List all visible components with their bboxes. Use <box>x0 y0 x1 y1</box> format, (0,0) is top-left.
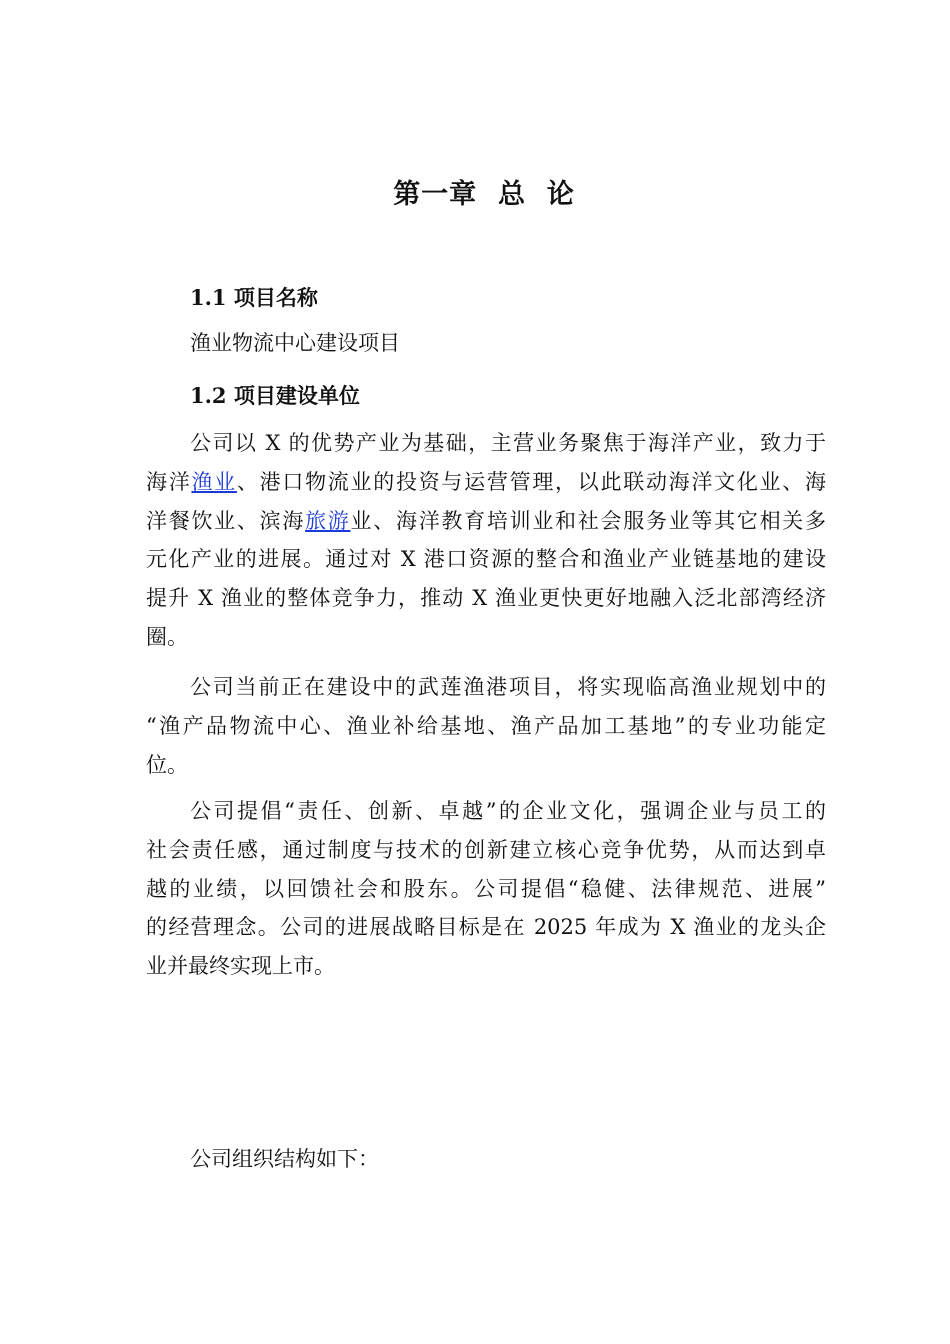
paragraph-line <box>146 463 826 502</box>
paragraph-line: 公司当前正在建设中的武莲渔港项目，将实现临高渔业规划中的 <box>190 675 826 699</box>
paragraph-line: 社会责任感，通过制度与技术的创新建立核心竞争优势，从而达到卓 <box>146 837 826 862</box>
link-fishery[interactable]: 渔业 <box>191 469 237 494</box>
section-heading-project-name: 1.1 项目名称 <box>190 285 318 310</box>
paragraph-line: 元化产业的进展。通过对 X 港口资源的整合和渔业产业链基地的建设 <box>146 547 826 572</box>
paragraph-line: 位。 <box>146 752 188 777</box>
paragraph-company-overview <box>146 424 826 657</box>
text-fragment: 业、海洋教育培训业和社会服务业等其它相关多 <box>350 508 827 533</box>
paragraph-line: “渔产品物流中心、渔业补给基地、渔产品加工基地”的专业功能定 <box>146 713 826 738</box>
text-fragment: 洋餐饮业、滨海 <box>146 508 306 533</box>
org-structure-intro <box>146 1140 826 1179</box>
org-structure-intro-line: 公司组织结构如下： <box>190 1147 379 1171</box>
paragraph-line: 业并最终实现上市。 <box>146 954 335 979</box>
project-name-line: 渔业物流中心建设项目 <box>190 331 400 355</box>
section-heading-project-unit: 1.2 项目建设单位 <box>190 383 360 408</box>
paragraph-line: 公司以 X 的优势产业为基础，主营业务聚焦于海洋产业，致力于 <box>190 431 826 455</box>
paragraph-line: 越的业绩，以回馈社会和股东。公司提倡“稳健、法律规范、进展” <box>146 876 826 901</box>
paragraph-line <box>146 502 826 541</box>
link-tourism[interactable]: 旅游 <box>305 508 351 533</box>
paragraph-line: 提升 X 渔业的整体竞争力，推动 X 渔业更快更好地融入泛北部湾经济 <box>146 586 826 611</box>
text-fragment: 、港口物流业的投资与运营管理，以此联动海洋文化业、海 <box>236 469 827 494</box>
project-name-text <box>146 324 826 363</box>
paragraph-corporate-culture <box>146 792 826 986</box>
paragraph-line: 圈。 <box>146 624 188 649</box>
paragraph-line: 公司提倡“责任、创新、卓越”的企业文化，强调企业与员工的 <box>190 799 826 823</box>
text-fragment: 海洋 <box>146 469 192 494</box>
paragraph-line: 的经营理念。公司的进展战略目标是在 2025 年成为 X 渔业的龙头企 <box>146 915 826 940</box>
paragraph-fishing-port-project <box>146 668 826 784</box>
chapter-title: 第一章 总 论 <box>393 179 575 210</box>
